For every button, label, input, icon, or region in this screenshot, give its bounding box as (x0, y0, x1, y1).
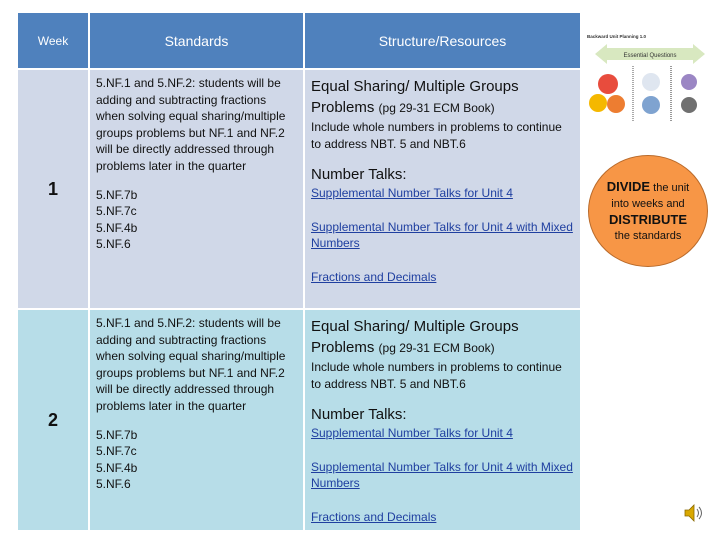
speaker-icon[interactable] (683, 503, 705, 523)
thumbnail-title: Backward Unit Planning 1.0 (587, 34, 647, 39)
resource-note: Include whole numbers in problems to continue to address NBT. 5 and NBT.6 (311, 120, 562, 151)
resource-ref: (pg 29-31 ECM Book) (378, 101, 495, 115)
resource-note: Include whole numbers in problems to continue to address NBT. 5 and NBT.6 (311, 360, 562, 391)
standard-item: 5.NF.7c (96, 444, 137, 459)
callout-divide: DIVIDE (606, 178, 651, 194)
resource-ref: (pg 29-31 ECM Book) (378, 341, 495, 355)
standard-item: 5.NF.6 (96, 237, 131, 252)
resource-title-text: Equal Sharing/ Multiple Groups Problems (311, 318, 519, 356)
week-cell (18, 70, 88, 308)
header-resources: Structure/Resources (305, 13, 580, 68)
resources-cell (305, 70, 580, 308)
header-week: Week (18, 13, 88, 68)
resource-title (311, 316, 574, 359)
callout-text: the standards (614, 229, 682, 242)
thumbnail-banner: Essential Questions (623, 53, 677, 59)
resource-title (311, 76, 574, 119)
divide-distribute-callout (588, 155, 708, 267)
standards-description: 5.NF.1 and 5.NF.2: students will be adding and subtracting fractions when solving equal sharing/multiple groups problems but NF.1 and NF.2 will be directly addressed through problems later in the quarter (96, 316, 286, 413)
callout-distribute: DISTRIBUTE (609, 211, 687, 227)
week-cell (18, 310, 88, 530)
standard-item: 5.NF.4b (96, 460, 138, 475)
standard-item: 5.NF.7b (96, 427, 138, 442)
week-number: 2 (47, 409, 58, 430)
link-number-talks-unit4[interactable]: Supplemental Number Talks for Unit 4 (311, 186, 513, 201)
standards-cell (90, 310, 303, 530)
standards-cell (90, 70, 303, 308)
week-number: 1 (47, 178, 58, 199)
standard-item: 5.NF.7b (96, 187, 138, 202)
link-fractions-decimals[interactable]: Fractions and Decimals (311, 509, 437, 524)
number-talks-heading: Number Talks: (311, 166, 407, 184)
resources-cell (305, 310, 580, 530)
link-number-talks-mixed[interactable]: Supplemental Number Talks for Unit 4 with Mixed Numbers (311, 459, 573, 491)
backward-planning-thumbnail (585, 30, 717, 126)
callout-text: the unit (650, 181, 690, 194)
standards-description: 5.NF.1 and 5.NF.2: students will be adding and subtracting fractions when solving equal sharing/multiple groups problems but NF.1 and NF.2 will be directly addressed through problems later in the quarter (96, 76, 286, 173)
standards-list (96, 187, 297, 253)
standards-list (96, 427, 297, 493)
link-fractions-decimals[interactable]: Fractions and Decimals (311, 269, 437, 284)
callout-text: into weeks and (611, 197, 685, 210)
standard-item: 5.NF.4b (96, 220, 138, 235)
standard-item: 5.NF.7c (96, 204, 137, 219)
link-number-talks-mixed[interactable]: Supplemental Number Talks for Unit 4 with Mixed Numbers (311, 219, 573, 251)
header-standards: Standards (90, 13, 303, 68)
resource-title-text: Equal Sharing/ Multiple Groups Problems (311, 78, 519, 116)
number-talks-heading: Number Talks: (311, 406, 407, 424)
standard-item: 5.NF.6 (96, 477, 131, 492)
link-number-talks-unit4[interactable]: Supplemental Number Talks for Unit 4 (311, 426, 513, 441)
